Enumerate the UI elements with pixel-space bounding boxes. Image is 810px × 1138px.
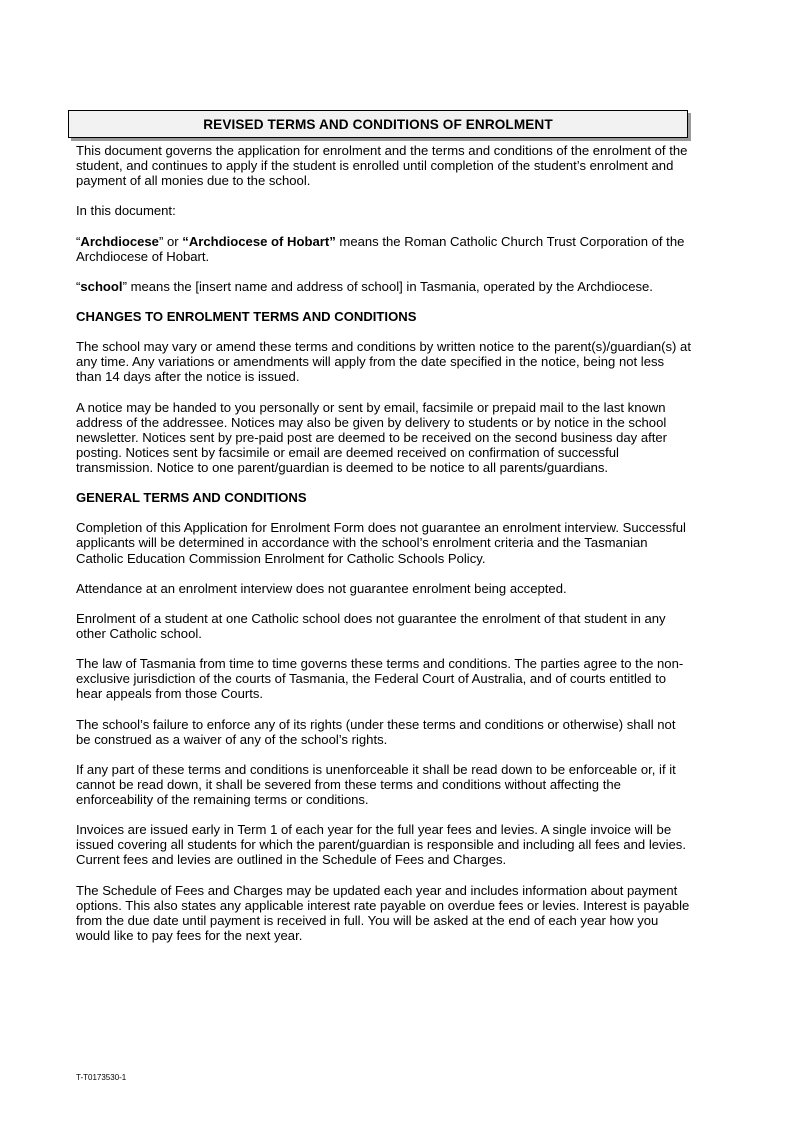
section-paragraph: The school’s failure to enforce any of its rights (under these terms and conditions or otherwise) shall not be construed as a waiver of any of the school’s rights. [76,716,676,747]
intro-paragraph: This document governs the application for enrolment and the terms and conditions of the enrolment of the student, and continues to apply if the student is enrolled until completion of the student’s enrolment and payment of all monies due to the school. [76,143,688,189]
defined-term: Archdiocese [80,233,159,249]
document-reference: T-T0173530-1 [76,1073,127,1082]
section-paragraph: The law of Tasmania from time to time governs these terms and conditions. The parties agree to the non-exclusive jurisdiction of the courts of Tasmania, the Federal Court of Australia, and of courts entitled to hear appeals from those Courts. [76,656,684,702]
defined-term: school [80,278,123,294]
section-paragraph: The Schedule of Fees and Charges may be updated each year and includes information about payment options. This also states any applicable interest rate payable on overdue fees or levies. Interest is payable from the due date until payment is received in full. You will be asked at the end of each year how you would like to pay fees for the next year. [76,882,690,943]
quote-mark: “ [76,278,81,294]
section-paragraph: If any part of these terms and conditions is unenforceable it shall be read down to be enforceable or, if it cannot be read down, it shall be severed from these terms and conditions without affecting the enforceability of the remaining terms or conditions. [76,761,676,808]
section-paragraph: Enrolment of a student at one Catholic school does not guarantee the enrolment of that student in any other Catholic school. [76,610,666,641]
section-paragraph: Invoices are issued early in Term 1 of each year for the full year fees and levies. A single invoice will be issued covering all students for which the parent/guardian is responsible and including all fees and levies. Current fees and levies are outlined in the Schedule of Fees and Charges. [76,822,686,868]
definition-text: ” means the [insert name and address of school] in Tasmania, operated by the Archdiocese. [122,278,653,294]
defined-term: “Archdiocese of Hobart” [182,233,336,249]
section-paragraph: The school may vary or amend these terms and conditions by written notice to the parent(s)/guardian(s) at any time. Any variations or amendments will apply from the date specified in the notice, being not less than 14 days after the notice is issued. [76,339,691,385]
section-heading-general: GENERAL TERMS AND CONDITIONS [76,490,307,506]
document-body [76,143,691,958]
document-title: REVISED TERMS AND CONDITIONS OF ENROLMENT [203,116,553,132]
quote-mark: “ [76,233,81,249]
in-this-document: In this document: [76,203,176,219]
definition-archdiocese [76,234,691,264]
definition-connector: ” or [158,233,183,249]
section-paragraph: A notice may be handed to you personally or sent by email, facsimile or prepaid mail to the last known address of the addressee. Notices may also be given by delivery to students or by notice in the school newsletter. Notices sent by pre-paid post are deemed to be received on the second business day after posting. Notices sent by facsimile or email are deemed received on confirmation of successful transmission. Notice to one parent/guardian is deemed to be notice to all parents/guardians. [76,399,668,475]
definition-text: means the Roman Catholic Church Trust Corporation of the Archdiocese of Hobart. [76,233,685,264]
section-paragraph: Completion of this Application for Enrolment Form does not guarantee an enrolment interview. Successful applicants will be determined in accordance with the school’s enrolment criteria and the Tasmanian Catholic Education Commission Enrolment for Catholic Schools Policy. [76,520,686,566]
definition-school [76,279,691,294]
section-heading-changes: CHANGES TO ENROLMENT TERMS AND CONDITIONS [76,309,417,325]
section-paragraph: Attendance at an enrolment interview does not guarantee enrolment being accepted. [76,580,567,596]
title-box [68,110,688,138]
